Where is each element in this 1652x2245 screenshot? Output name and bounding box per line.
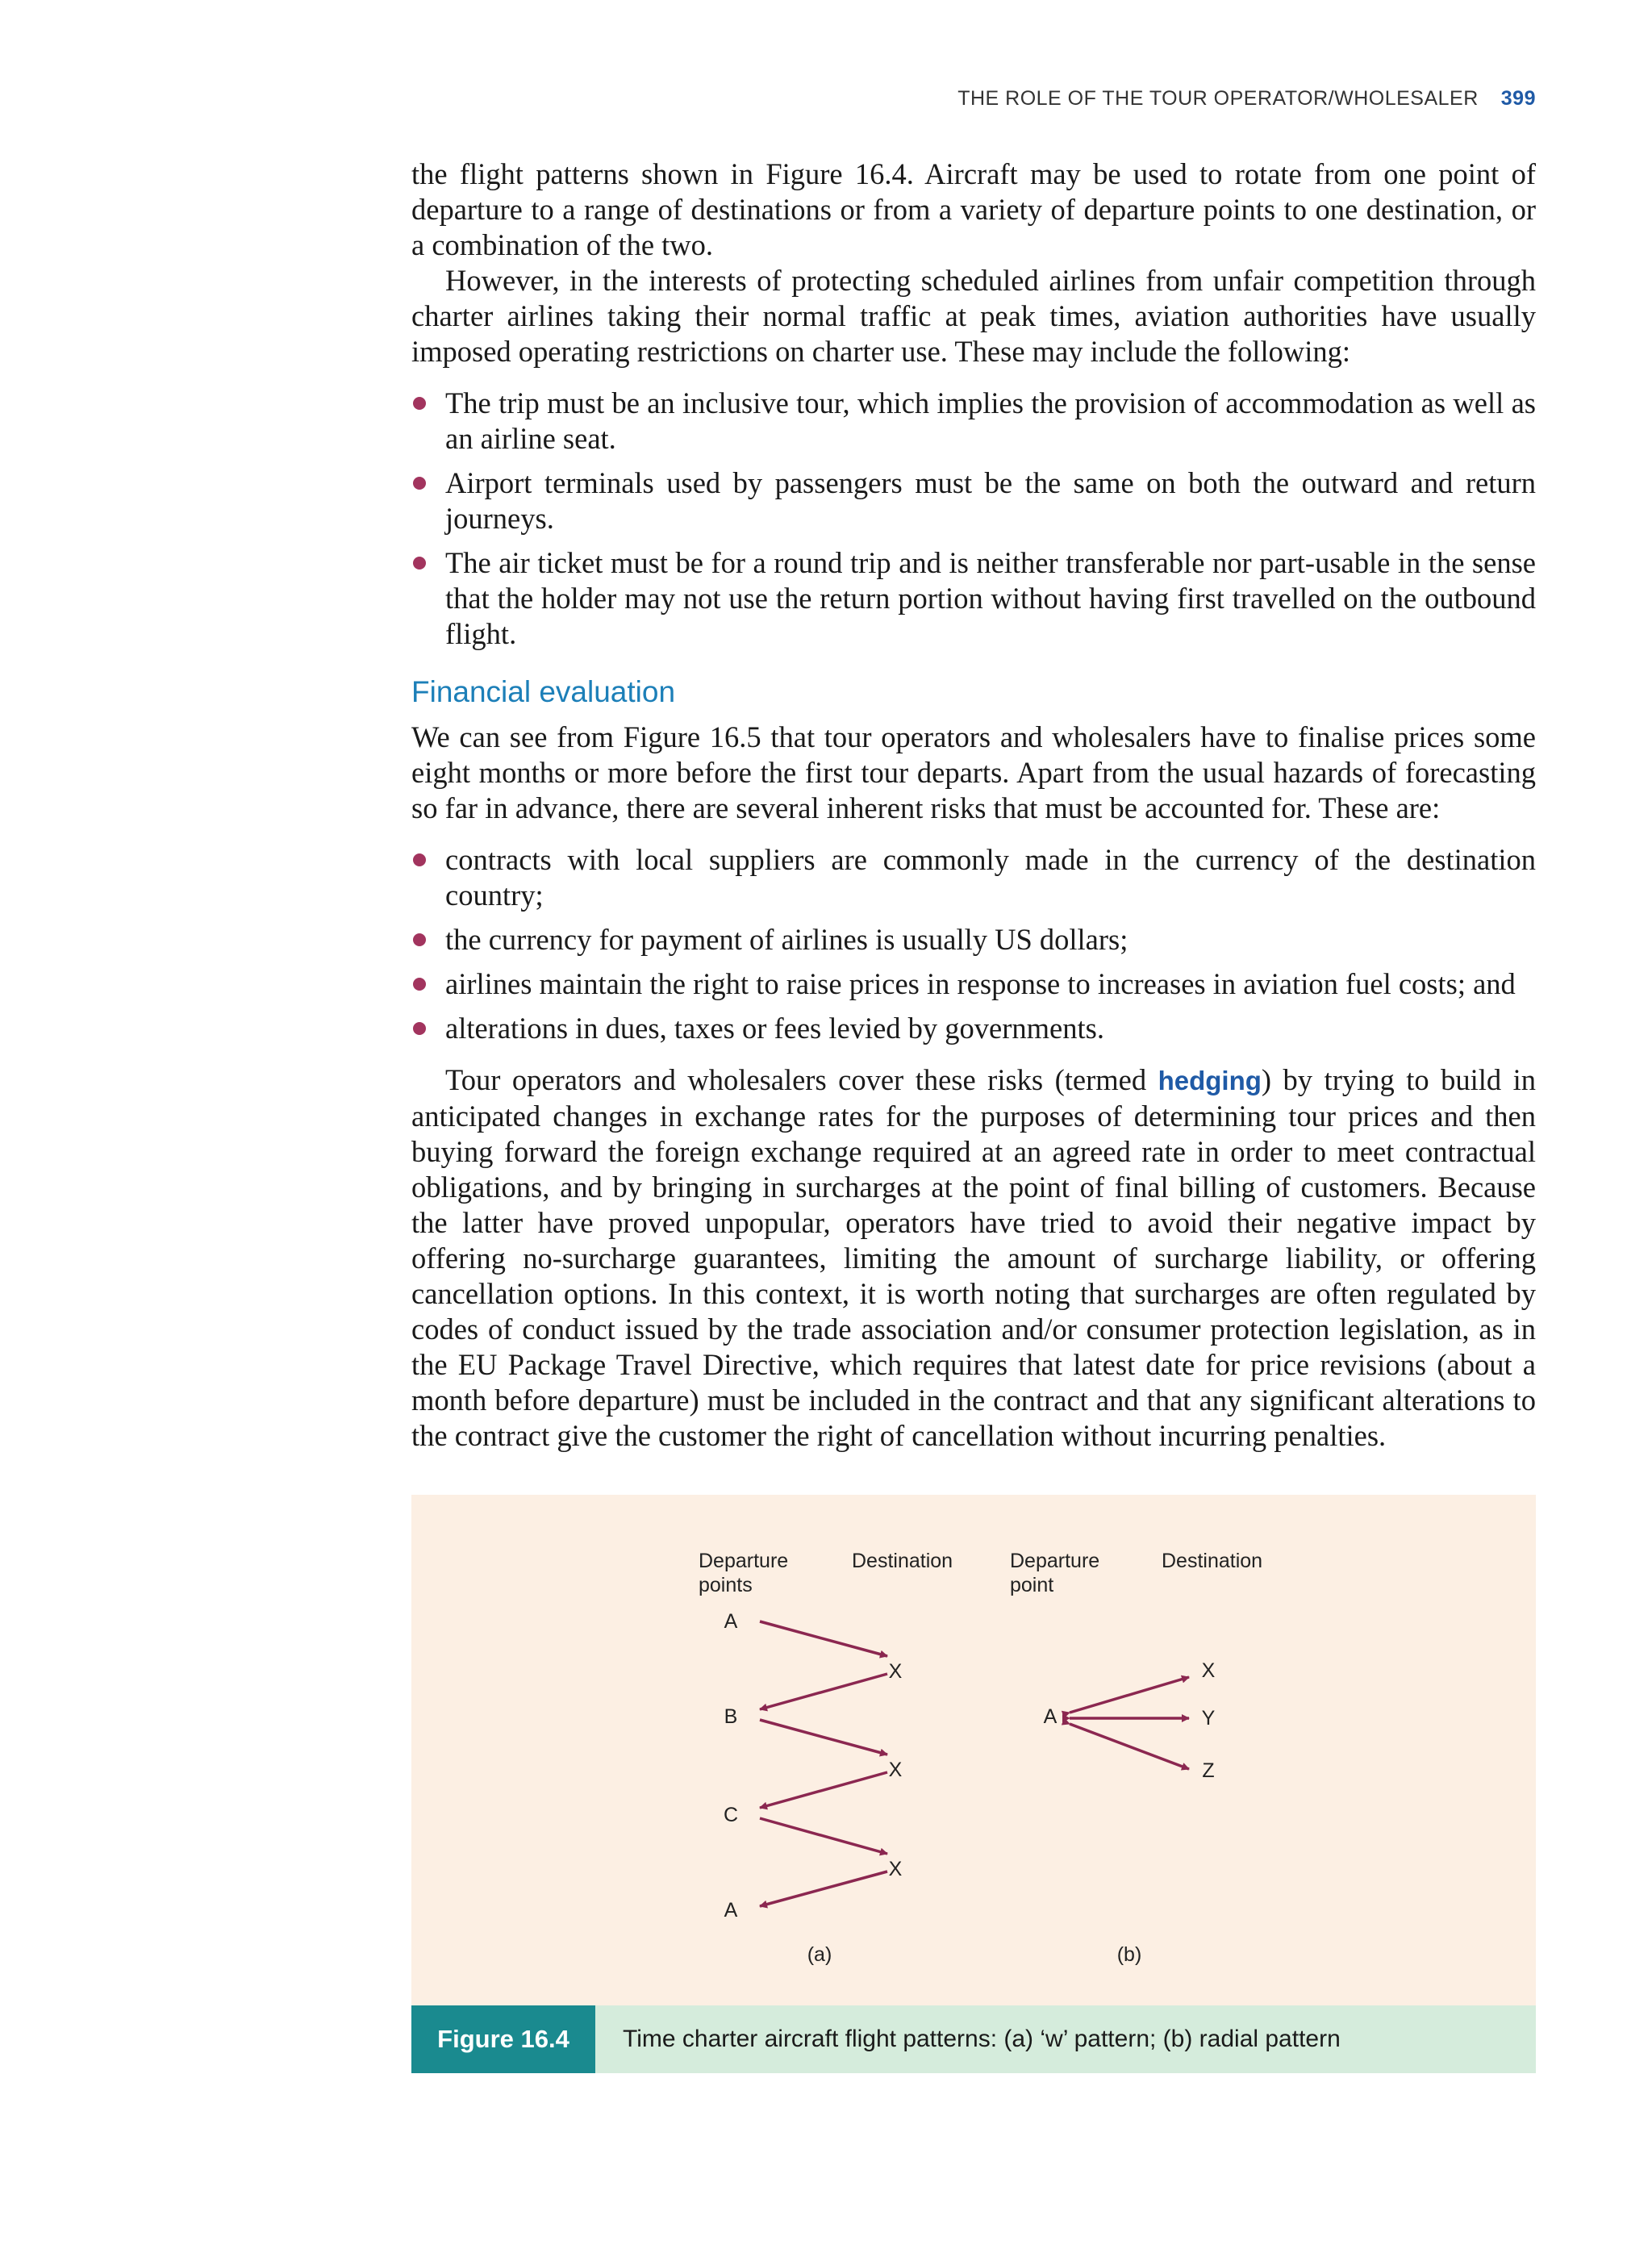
flight-arrow xyxy=(1070,1724,1189,1769)
running-title: THE ROLE OF THE TOUR OPERATOR/WHOLESALER xyxy=(957,87,1479,110)
panel-a-destination-node: X xyxy=(888,1759,903,1781)
panel-a-arrows xyxy=(760,1621,887,1906)
panel-a-departure-node: A xyxy=(724,1610,738,1633)
panel-a-departure-header-line2: points xyxy=(699,1574,753,1596)
list-item: airlines maintain the right to raise prices in response to increases in aviation fuel costs; and xyxy=(411,966,1536,1002)
paragraph: Tour operators and wholesalers cover these risks (termed hedging) by trying to build in anticipated changes in exchange rates for the purposes of determining tour prices and then buying forward the foreign exchange required at an agreed rate in order to meet contractual obligations, and by bringing in surcharges at the point of final billing of customers. Because the latter have proved unpopular, operators have tried to avoid their negative impact by offering no-surcharge guarantees, limiting the amount of surcharge liability, or offering cancellation options. In this context, it is worth noting that surcharges are often regulated by codes of conduct issued by the trade association and/or consumer protection legislation, as in the EU Package Travel Directive, which requires that latest date for price revisions (about a month before departure) must be included in the contract and that any significant alterations to the contract give the customer the right of cancellation without incurring penalties. xyxy=(411,1063,1537,1452)
flight-arrow xyxy=(760,1720,887,1755)
flight-arrow xyxy=(760,1674,887,1709)
flight-arrow xyxy=(760,1621,887,1656)
body-text xyxy=(411,156,1536,1454)
panel-b-departure-header: Departure xyxy=(1010,1550,1100,1572)
section-heading: Financial evaluation xyxy=(411,675,676,708)
panel-b-departure-node: A xyxy=(1043,1705,1058,1728)
panel-a-departure-header: Departure xyxy=(699,1550,789,1572)
panel-b-destination-node: X xyxy=(1201,1659,1216,1682)
paragraph: However, in the interests of protecting scheduled airlines from unfair competition through charter airlines taking their normal traffic at peak times, aviation authorities have usually imposed operating restrictions on charter use. These may include the following: xyxy=(411,264,1536,368)
flight-arrow xyxy=(760,1872,887,1906)
panel-a-departure-node: C xyxy=(723,1804,739,1826)
risks-list xyxy=(411,842,1536,1046)
bullet-icon xyxy=(413,477,426,490)
panel-b-arrows xyxy=(1070,1677,1189,1769)
paragraph: the flight patterns shown in Figure 16.4. Aircraft may be used to rotate from one point of departure to a range of destinations or from a variety of departure points to one destination, or a combination of the two. xyxy=(411,157,1536,261)
bullet-icon xyxy=(413,1022,426,1035)
flight-arrow xyxy=(760,1818,887,1854)
figure-16-4 xyxy=(411,1495,1536,2005)
panel-a-destination-node: X xyxy=(888,1858,903,1880)
panel-b-departure-header-line2: point xyxy=(1010,1574,1054,1596)
paragraph: We can see from Figure 16.5 that tour operators and wholesalers have to finalise prices some eight months or more before the first tour departs. Apart from the usual hazards of forecasting so far in advance, there are several inherent risks that must be accounted for. These are: xyxy=(411,720,1536,824)
list-item: The trip must be an inclusive tour, which implies the provision of accommodation as well as an airline seat. xyxy=(411,386,1536,457)
bullet-icon xyxy=(413,557,426,570)
caption-text: Time charter aircraft flight patterns: (a) ‘w’ pattern; (b) radial pattern xyxy=(623,2026,1341,2052)
panel-a-departure-node: B xyxy=(724,1705,738,1728)
restrictions-list xyxy=(411,386,1536,652)
figure-caption xyxy=(411,2005,1536,2073)
flight-arrow xyxy=(1070,1677,1189,1713)
bullet-icon xyxy=(413,933,426,946)
bullet-icon xyxy=(413,397,426,410)
panel-b-label: (b) xyxy=(1116,1943,1142,1966)
list-item: alterations in dues, taxes or fees levied by governments. xyxy=(411,1011,1536,1046)
panel-a-departure-node: A xyxy=(724,1899,738,1922)
list-item: contracts with local suppliers are commonly made in the currency of the destination country; xyxy=(411,842,1536,913)
panel-a-destination-header: Destination xyxy=(852,1550,953,1572)
flight-arrow xyxy=(760,1772,887,1808)
figure-number: Figure 16.4 xyxy=(411,2005,595,2073)
running-head xyxy=(957,87,1536,111)
panel-b-destination-node: Z xyxy=(1202,1759,1215,1782)
flight-pattern-diagram xyxy=(411,1495,1536,2005)
panel-b-destination-node: Y xyxy=(1201,1707,1216,1730)
panel-a-label: (a) xyxy=(807,1943,832,1966)
panel-a-destination-node: X xyxy=(888,1660,903,1683)
glossary-term[interactable]: hedging xyxy=(1158,1066,1262,1095)
list-item: The air ticket must be for a round trip and is neither transferable nor part-usable in the sense that the holder may not use the return portion without having first travelled on the outbound flight. xyxy=(411,545,1536,652)
bullet-icon xyxy=(413,978,426,991)
list-item: Airport terminals used by passengers must be the same on both the outward and return journeys. xyxy=(411,465,1536,536)
page-number: 399 xyxy=(1500,87,1536,110)
panel-b-destination-header: Destination xyxy=(1162,1550,1263,1572)
list-item: the currency for payment of airlines is usually US dollars; xyxy=(411,922,1536,958)
bullet-icon xyxy=(413,853,426,866)
